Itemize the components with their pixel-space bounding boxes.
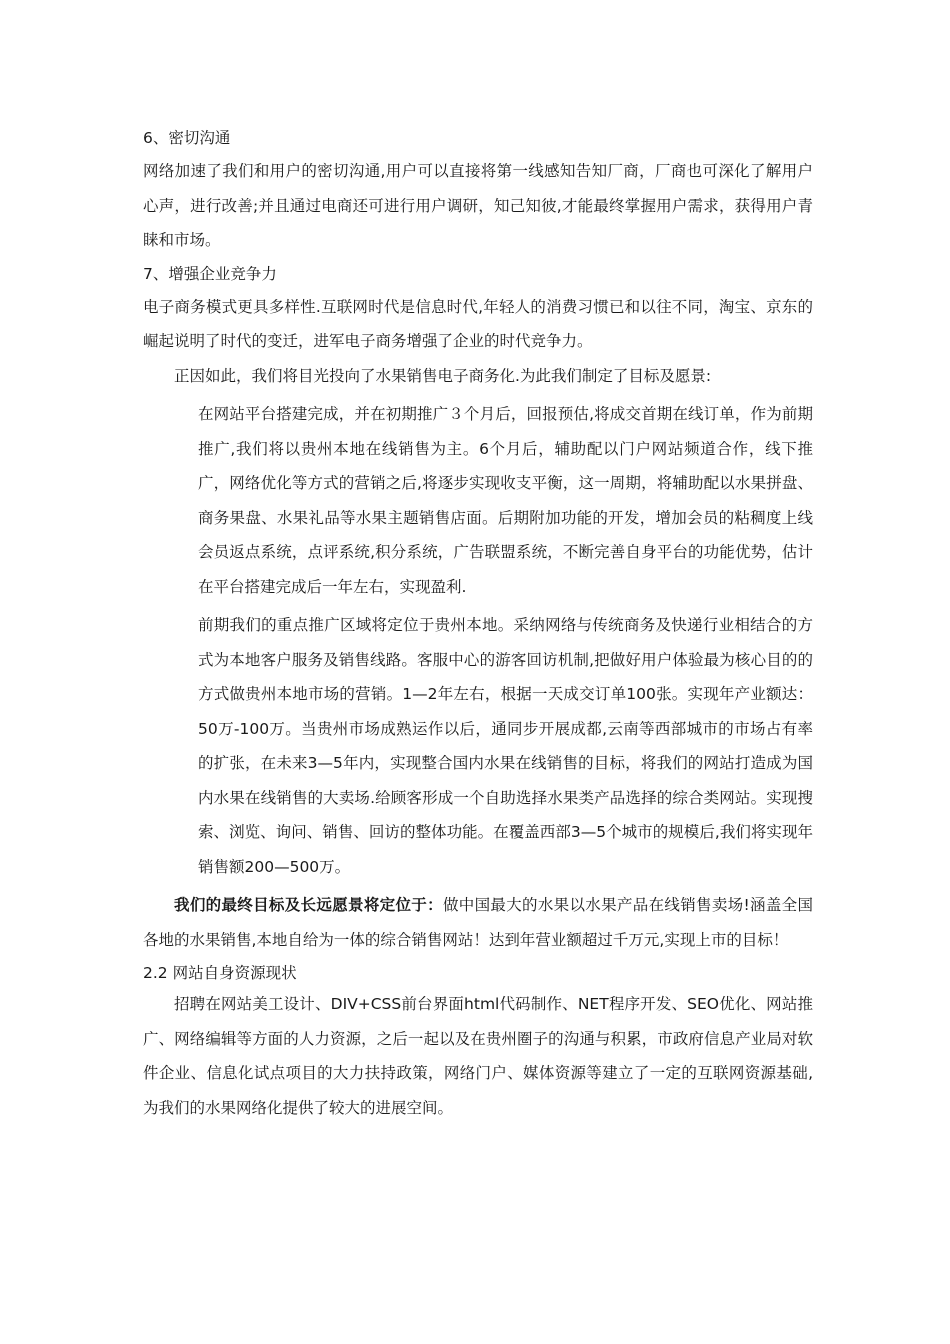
section-6-paragraph: 网络加速了我们和用户的密切沟通,用户可以直接将第一线感知告知厂商，厂商也可深化了解用户心声，进行改善;并且通过电商还可进行用户调研，知己知彼,才能最终掌握用户需求，获得用户青睐和市场。 [143, 162, 813, 249]
goal-text: 做中国最大的水果以水果产品在线销售卖场!涵盖全国各地的水果销售,本地自给为一体的综合销售网站！达到年营业额超过千万元,实现上市的目标！ [143, 896, 813, 949]
region-paragraph: 前期我们的重点推广区域将定位于贵州本地。采纳网络与传统商务及快递行业相结合的方式为本地客户服务及销售线路。客服中心的游客回访机制,把做好用户体验最为核心目的的方式做贵州本地市场的营销。1—2年左右，根据一天成交订单100张。实现年产业额达：50万-100万。当贵州市场成熟运作以后，通同步开展成都,云南等西部城市的市场占有率的扩张，在未来3—5年内，实现整合国内水果在线销售的目标，将我们的网站打造成为国内水果在线销售的大卖场.给顾客形成一个自助选择水果类产品选择的综合类网站。实现搜索、浏览、询问、销售、回访的整体功能。在覆盖西部3—5个城市的规模后,我们将实现年销售额200—500万。 [198, 616, 813, 876]
focus-paragraph: 正因如此，我们将目光投向了水果销售电子商务化.为此我们制定了目标及愿景: [174, 366, 712, 385]
plan-paragraph: 在网站平台搭建完成，并在初期推广３个月后，回报预估,将成交首期在线订单，作为前期推广,我们将以贵州本地在线销售为主。6个月后，辅助配以门户网站频道合作，线下推广，网络优化等方式的营销之后,将逐步实现收支平衡，这一周期，将辅助配以水果拼盘、商务果盘、水果礼品等水果主题销售店面。后期附加功能的开发，增加会员的粘稠度上线会员返点系统，点评系统,积分系统，广告联盟系统，不断完善自身平台的功能优势，估计在平台搭建完成后一年左右，实现盈利. [198, 405, 813, 596]
section-2-2-heading: 2.2 网站自身资源现状 [143, 964, 297, 982]
section-6-heading: 6、密切沟通 [143, 129, 231, 147]
document-body [143, 122, 813, 1125]
section-7-heading: 7、增强企业竞争力 [143, 264, 277, 283]
section-7-paragraph: 电子商务模式更具多样性.互联网时代是信息时代,年轻人的消费习惯已和以往不同，淘宝、京东的崛起说明了时代的变迁，进军电子商务增强了企业的时代竞争力。 [143, 297, 813, 350]
goal-paragraph [143, 888, 813, 957]
goal-bold-lead: 我们的最终目标及长远愿景将定位于： [174, 896, 443, 914]
section-2-2-paragraph: 招聘在网站美工设计、DIV+CSS前台界面html代码制作、NET程序开发、SEO优化、网站推广、网络编辑等方面的人力资源，之后一起以及在贵州圈子的沟通与积累，市政府信息产业局对软件企业、信息化试点项目的大力扶持政策，网络门户、媒体资源等建立了一定的互联网资源基础,为我们的水果网络化提供了较大的进展空间。 [143, 995, 813, 1117]
